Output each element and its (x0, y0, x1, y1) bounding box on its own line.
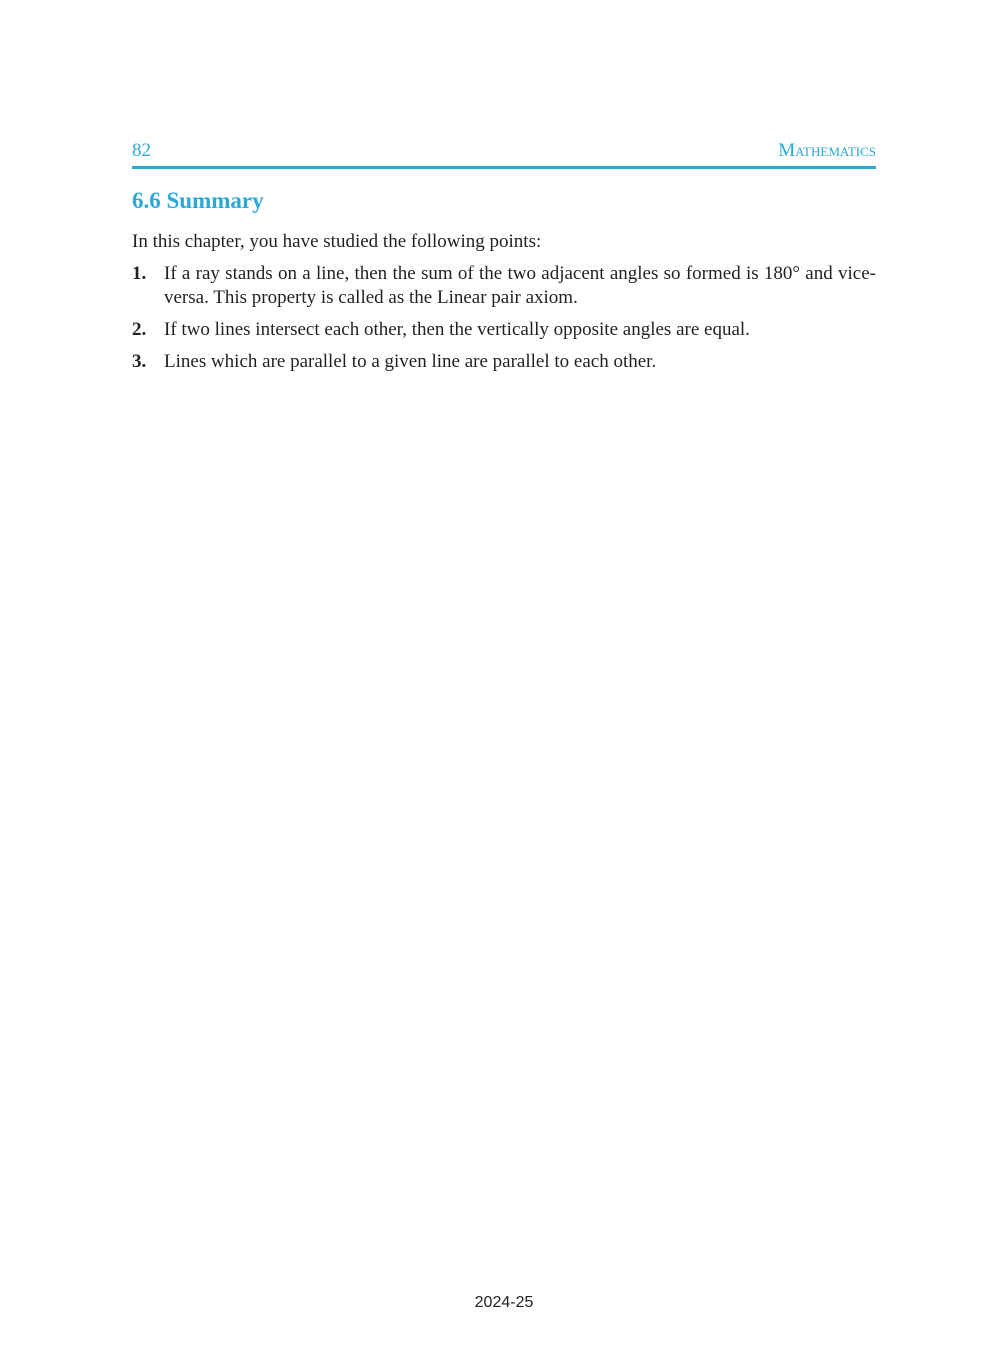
header-rule (132, 166, 876, 169)
summary-point (132, 318, 876, 342)
page-header (132, 140, 876, 162)
summary-list (132, 262, 876, 382)
summary-point (132, 262, 876, 310)
page-number: 82 (132, 140, 151, 161)
point-number: 3. (132, 351, 147, 372)
section-title: 6.6 Summary (132, 188, 264, 213)
summary-point (132, 350, 876, 374)
footer-year: 2024-25 (474, 1294, 534, 1311)
point-text: Lines which are parallel to a given line are parallel to each other. (164, 351, 657, 372)
running-title: Mathematics (778, 140, 876, 161)
point-number: 1. (132, 263, 147, 284)
point-text: If two lines intersect each other, then the vertically opposite angles are equal. (164, 319, 750, 340)
intro-text: In this chapter, you have studied the following points: (132, 231, 542, 252)
point-number: 2. (132, 319, 147, 340)
point-text: If a ray stands on a line, then the sum of the two adjacent angles so formed is 180° and vice-versa. This property is called as the Linear pair axiom. (164, 263, 876, 308)
